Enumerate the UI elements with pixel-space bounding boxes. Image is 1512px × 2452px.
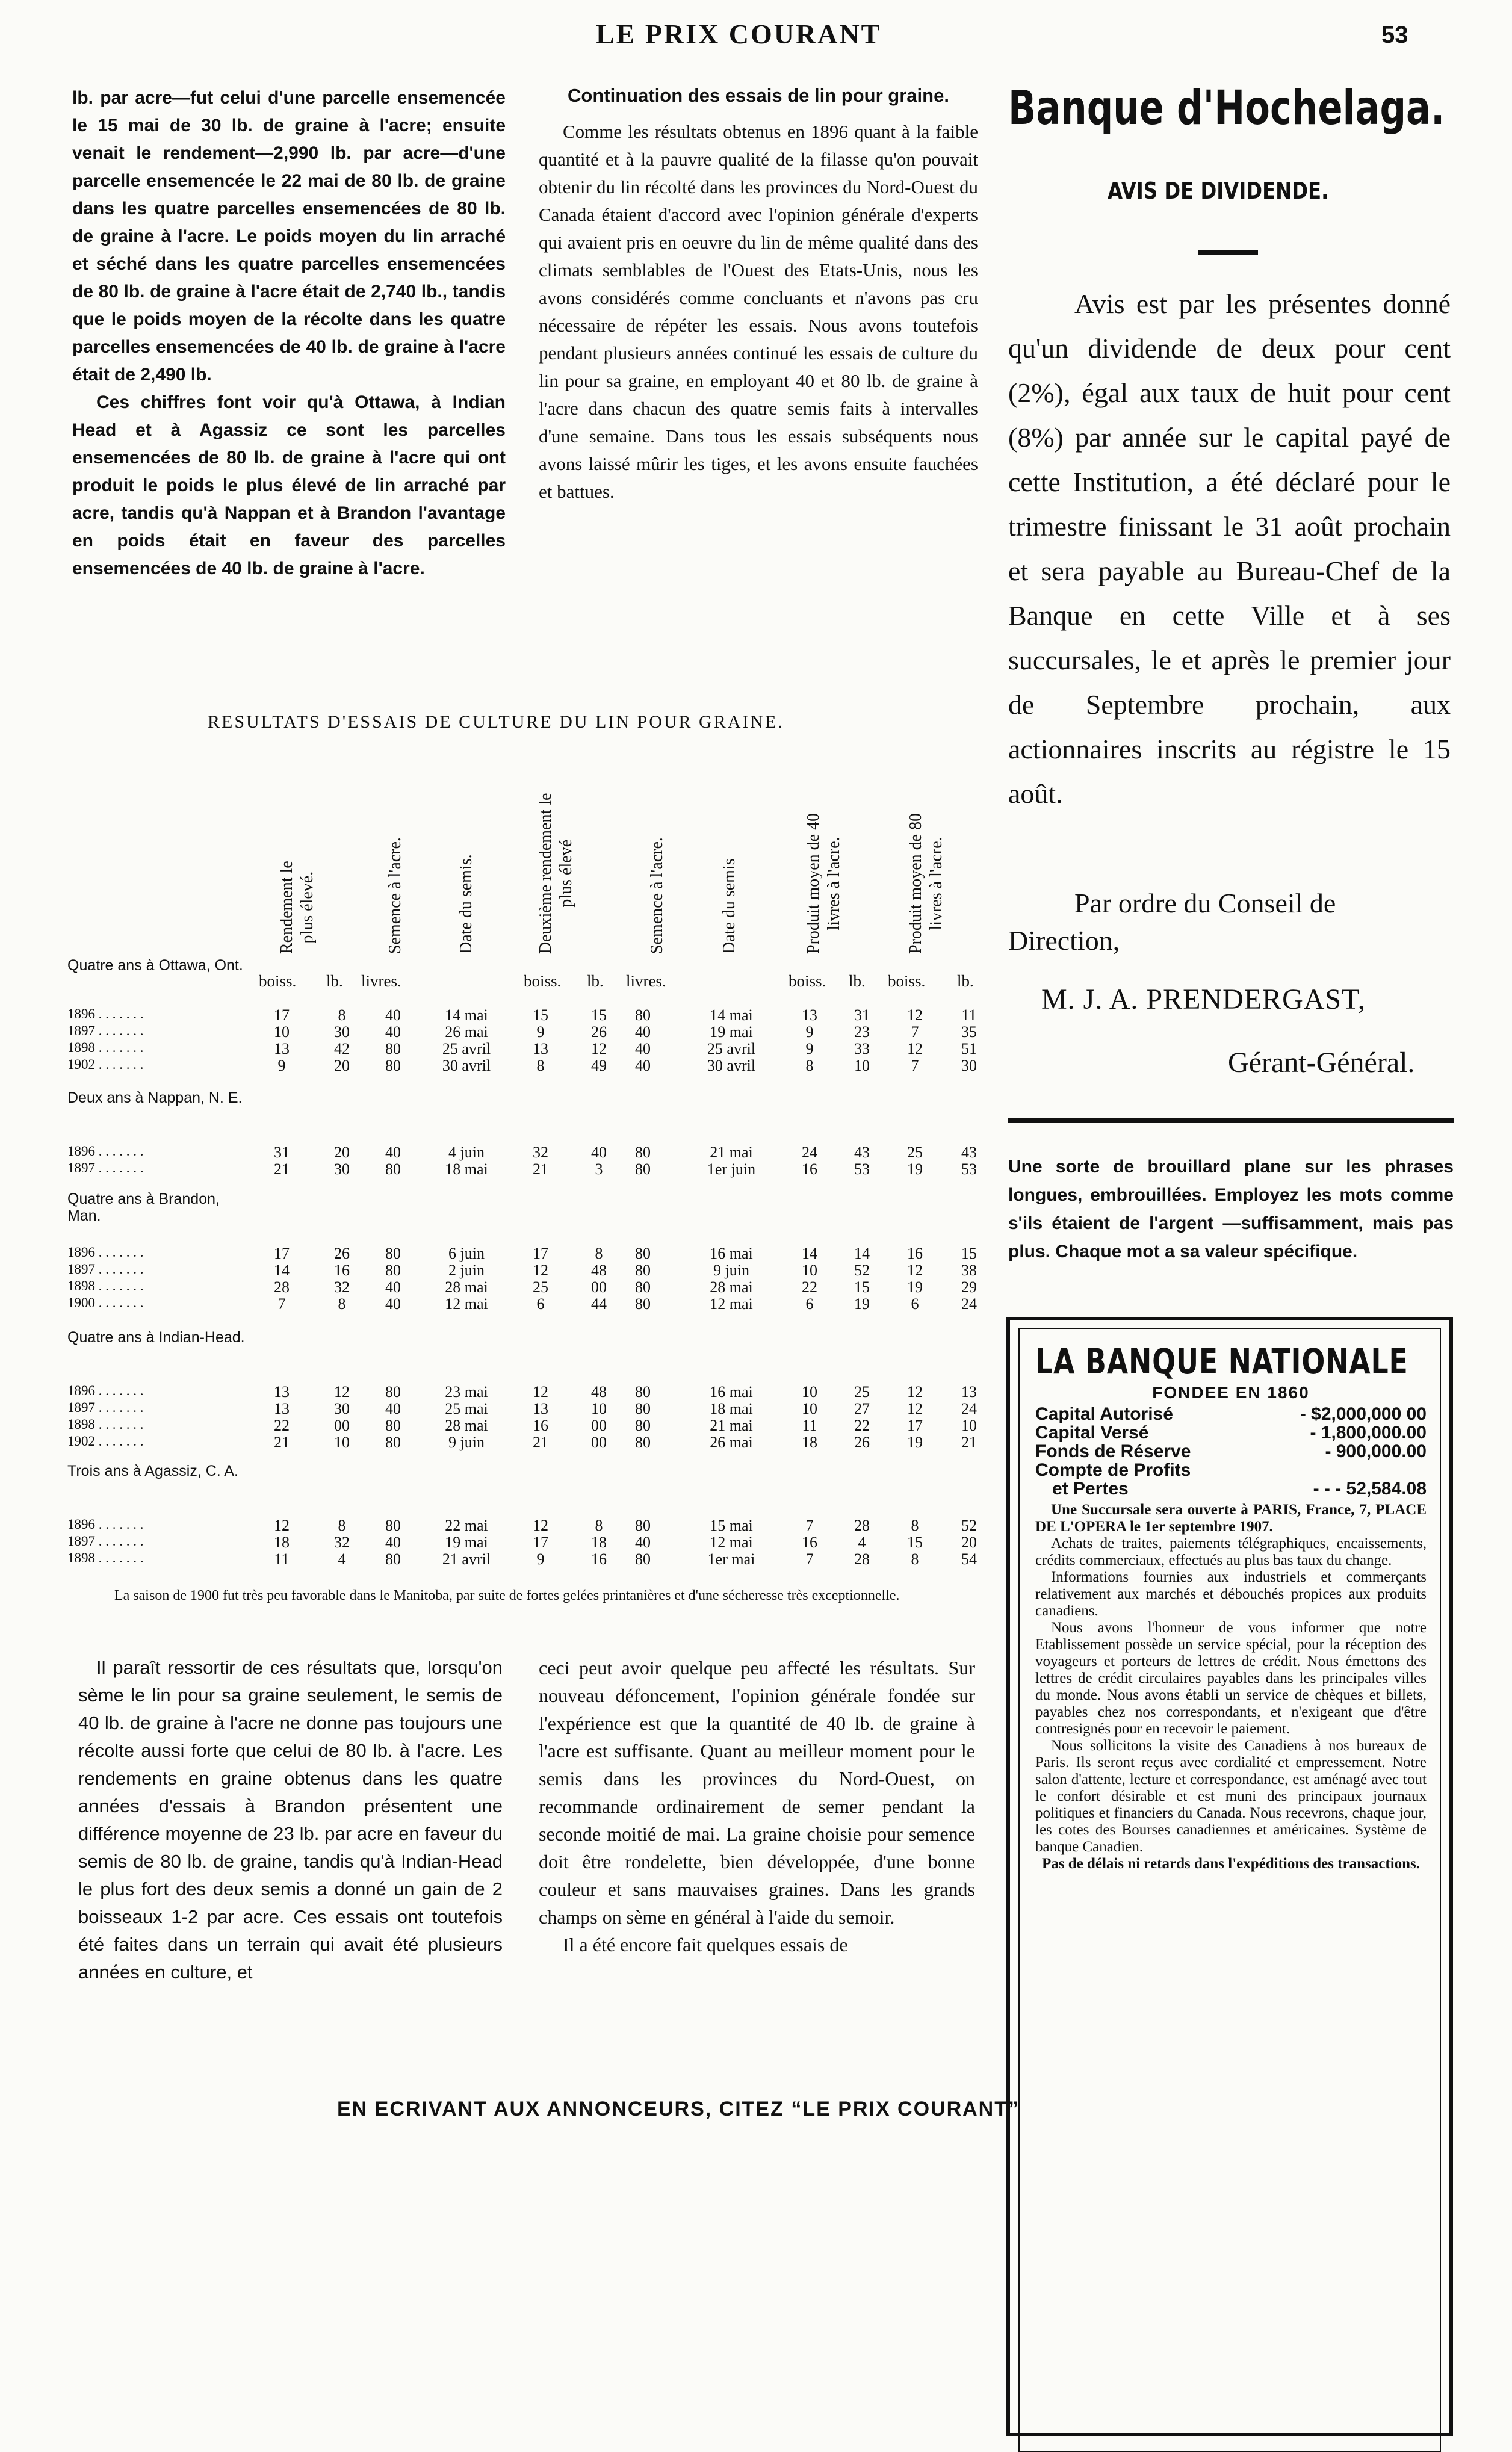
table-cell: 7	[805, 1517, 814, 1534]
order-text: Par ordre du Conseil de Direction,	[1008, 888, 1336, 956]
table-cell: 16 mai	[710, 1383, 753, 1401]
table-cell: 25 avril	[707, 1040, 756, 1057]
table-cell: 27	[854, 1400, 870, 1417]
table-cell: 25 avril	[442, 1040, 491, 1057]
table-cell: 80	[385, 1245, 401, 1262]
unit-label: lb.	[587, 972, 604, 990]
table-cell: 4	[338, 1550, 346, 1568]
table-cell: 80	[635, 1383, 651, 1401]
table-cell: 20	[961, 1534, 977, 1551]
table-cell: 12	[907, 1383, 923, 1401]
paragraph: ceci peut avoir quelque peu affecté les résultats. Sur nouveau défoncement, l'opinion générale fondée sur l'expérience est que la quantité de 40 lb. de graine à l'acre est suffisante. Quant au meilleur moment pour le semis dans les provinces du Nord-Ouest, on recommande ordinairement de semer pendant la seconde moitié de mai. La graine choisie pour semence doit être rondelette, bien développée, d'une bonne couleur et sans mauvaises graines. Dans les grands champs on sème en général à l'aide du semoir.	[539, 1657, 975, 1928]
ad-paragraph: Nous sollicitons la visite des Canadiens à nos bureaux de Paris. Ils seront reçus avec cordialité et empressement. Notre salon d'attente, lecture et correspondance, est aménagé avec tout le confort désirable et est muni des principaux journaux politiques et financiers du Canada. Nous recevrons, chaque jour, les cotes des Bourses canadiennes et américaines. Système de banque Canadien.	[1035, 1738, 1427, 1855]
table-cell: 12	[274, 1517, 290, 1534]
table-cell: 18	[274, 1534, 290, 1551]
table-cell: 80	[635, 1245, 651, 1262]
divider	[1008, 1118, 1454, 1123]
table-cell: 19 mai	[710, 1023, 753, 1041]
column-header: Semence à l'acre.	[648, 837, 666, 954]
ad-paragraph: Informations fournies aux industriels et commerçants relativement aux marchés et débouchés propices aux produits canadiens.	[1035, 1569, 1427, 1619]
table-cell: 30	[334, 1023, 350, 1041]
table-cell: 21	[533, 1160, 548, 1178]
table-cell: 8	[805, 1057, 814, 1074]
table-cell: 80	[635, 1278, 651, 1296]
table-cell: 19	[907, 1278, 923, 1296]
article-column-1	[72, 84, 506, 583]
page-header	[0, 18, 1512, 66]
table-cell: 9	[277, 1057, 286, 1074]
table-cell: 10	[854, 1057, 870, 1074]
table-cell: 10	[334, 1434, 350, 1451]
table-cell: 3	[595, 1160, 603, 1178]
section-heading: Continuation des essais de lin pour graine.	[568, 85, 949, 106]
table-cell: 80	[385, 1262, 401, 1279]
table-cell: 80	[385, 1417, 401, 1434]
capital-label: Compte de Profits	[1035, 1460, 1191, 1480]
table-cell: 22	[274, 1417, 290, 1434]
table-cell: 10	[802, 1262, 817, 1279]
station-label: Deux ans à Nappan, N. E.	[67, 1089, 243, 1106]
table-cell: 31	[854, 1006, 870, 1024]
table-cell: 7	[911, 1057, 919, 1074]
row-year: 1898 . . . . . . .	[67, 1550, 144, 1565]
dividend-notice	[1008, 282, 1451, 816]
journal-title: LE PRIX COURANT	[596, 19, 882, 49]
table-cell: 12 mai	[710, 1295, 753, 1313]
table-cell: 43	[854, 1144, 870, 1161]
article-column-lower-left	[78, 1654, 503, 1986]
table-cell: 9	[805, 1040, 814, 1057]
table-cell: 20	[334, 1144, 350, 1161]
table-cell: 14 mai	[445, 1006, 488, 1024]
table-cell: 54	[961, 1550, 977, 1568]
station-label: Quatre ans à Indian-Head.	[67, 1329, 245, 1346]
ad-title: LA BANQUE NATIONALE	[1035, 1341, 1408, 1382]
table-cell: 42	[334, 1040, 350, 1057]
capital-label: Capital Versé	[1035, 1423, 1149, 1443]
column-header: Produit moyen de 40 livres à l'acre.	[804, 813, 843, 954]
table-cell: 00	[591, 1434, 607, 1451]
table-cell: 16	[334, 1262, 350, 1279]
table-cell: 25	[907, 1144, 923, 1161]
table-cell: 25 mai	[445, 1400, 488, 1417]
table-cell: 6	[805, 1295, 814, 1313]
table-cell: 12	[533, 1517, 548, 1534]
table-cell: 4 juin	[448, 1144, 485, 1161]
column-header: Semence à l'acre.	[386, 837, 404, 954]
table-cell: 13	[961, 1383, 977, 1401]
order-line	[1008, 885, 1451, 959]
table-cell: 80	[635, 1550, 651, 1568]
table-cell: 6	[911, 1295, 919, 1313]
table-cell: 9	[536, 1550, 545, 1568]
table-cell: 11	[961, 1006, 977, 1024]
row-year: 1902 . . . . . . .	[67, 1434, 144, 1449]
ad-subtitle: AVIS DE DIVIDENDE.	[1108, 178, 1329, 204]
table-cell: 26 mai	[445, 1023, 488, 1041]
unit-label: livres.	[626, 972, 666, 990]
ad-paragraph: Une Succursale sera ouverte à PARIS, France, 7, PLACE DE L'OPERA le 1er septembre 1907.	[1035, 1502, 1427, 1535]
table-cell: 18 mai	[445, 1160, 488, 1178]
table-cell: 31	[274, 1144, 290, 1161]
unit-label: boiss.	[259, 972, 297, 990]
table-cell: 19	[907, 1160, 923, 1178]
table-cell: 23	[854, 1023, 870, 1041]
paragraph: Il paraît ressortir de ces résultats que, lorsqu'on sème le lin pour sa graine seulement, le semis de 40 lb. de graine à l'acre ne donne pas toujours une récolte aussi forte que celui de 80 lb. à l'acre. Les rendements en graine obtenus dans les quatre années d'essais à Brandon présentent une différence moyenne de 23 lb. par acre en faveur du semis de 80 lb. de graine, tandis qu'à Indian-Head le plus fort des deux semis a donné un gain de 2 boisseaux 1-2 par acre. Ces essais ont toutefois été faites dans un terrain qui avait été plusieurs années en culture, et	[78, 1657, 503, 1983]
row-year: 1896 . . . . . . .	[67, 1517, 144, 1532]
capital-value: - - - 52,584.08	[1313, 1479, 1427, 1499]
table-cell: 8	[911, 1517, 919, 1534]
table-cell: 35	[961, 1023, 977, 1041]
page-footer: EN ECRIVANT AUX ANNONCEURS, CITEZ “LE PRIX COURANT”	[337, 2098, 1020, 2120]
table-cell: 12	[907, 1400, 923, 1417]
table-cell: 80	[635, 1160, 651, 1178]
table-cell: 40	[635, 1040, 651, 1057]
row-year: 1898 . . . . . . .	[67, 1278, 144, 1293]
table-cell: 21	[274, 1160, 290, 1178]
table-cell: 24	[802, 1144, 817, 1161]
capital-row	[1035, 1405, 1427, 1423]
founded-line: FONDEE EN 1860	[1152, 1383, 1310, 1402]
ad-paragraph: Nous avons l'honneur de vous informer que notre Etablissement possède un service spécial, pour la réception des voyageurs et porteurs de lettres de crédit. Nous émettons des lettres de crédit circulaires payables dans les principales villes du monde. Nous avons établi un service de chèques et billets, payables chez nos correspondants, et n'exigeant que d'être contresignés pour en recevoir le paiement.	[1035, 1620, 1427, 1737]
column-header: Produit moyen de 80 livres à l'acre.	[906, 813, 946, 954]
table-cell: 13	[533, 1400, 548, 1417]
row-year: 1896 . . . . . . .	[67, 1245, 144, 1260]
table-cell: 40	[385, 1144, 401, 1161]
table-cell: 40	[591, 1144, 607, 1161]
table-cell: 17	[274, 1006, 290, 1024]
row-year: 1897 . . . . . . .	[67, 1160, 144, 1175]
table-cell: 7	[805, 1550, 814, 1568]
capital-row	[1035, 1479, 1427, 1498]
table-cell: 80	[635, 1295, 651, 1313]
table-cell: 10	[274, 1023, 290, 1041]
row-year: 1897 . . . . . . .	[67, 1262, 144, 1277]
article-column-2	[539, 84, 978, 506]
table-cell: 40	[385, 1400, 401, 1417]
table-cell: 6	[536, 1295, 545, 1313]
row-year: 1896 . . . . . . .	[67, 1006, 144, 1021]
unit-label: lb.	[957, 972, 974, 990]
filler-maxim: Une sorte de brouillard plane sur les phrases longues, embrouillées. Employez les mots comme s'ils étaient de l'argent —suffisamment, mais pas plus. Chaque mot a sa valeur spécifique.	[1008, 1157, 1454, 1262]
table-cell: 48	[591, 1383, 607, 1401]
table-cell: 40	[635, 1534, 651, 1551]
table-cell: 13	[802, 1006, 817, 1024]
capital-label: Fonds de Réserve	[1035, 1441, 1191, 1461]
capital-row	[1035, 1461, 1427, 1479]
table-cell: 1er juin	[707, 1160, 756, 1178]
table-cell: 12 mai	[445, 1295, 488, 1313]
table-cell: 17	[907, 1417, 923, 1434]
table-cell: 38	[961, 1262, 977, 1279]
capital-value: - 1,800,000.00	[1310, 1423, 1427, 1443]
table-cell: 17	[533, 1245, 548, 1262]
table-cell: 10	[591, 1400, 607, 1417]
table-cell: 21 avril	[442, 1550, 491, 1568]
table-cell: 24	[961, 1400, 977, 1417]
table-cell: 18	[591, 1534, 607, 1551]
table-cell: 24	[961, 1295, 977, 1313]
unit-label: boiss.	[524, 972, 562, 990]
signature-role: Gérant-Général.	[1228, 1047, 1415, 1079]
table-cell: 26 mai	[710, 1434, 753, 1451]
table-cell: 40	[385, 1278, 401, 1296]
unit-label: lb.	[326, 972, 343, 990]
table-cell: 32	[334, 1278, 350, 1296]
table-cell: 12	[907, 1006, 923, 1024]
table-cell: 12	[591, 1040, 607, 1057]
row-year: 1900 . . . . . . .	[67, 1295, 144, 1310]
table-cell: 00	[591, 1278, 607, 1296]
table-cell: 14	[854, 1245, 870, 1262]
table-cell: 28 mai	[445, 1278, 488, 1296]
table-cell: 21 mai	[710, 1417, 753, 1434]
table-cell: 8	[338, 1295, 346, 1313]
capital-value: - $2,000,000 00	[1300, 1404, 1427, 1424]
table-cell: 9	[805, 1023, 814, 1041]
table-cell: 18 mai	[710, 1400, 753, 1417]
column-header: Date du semis.	[457, 854, 476, 954]
ad-paragraph: Pas de délais ni retards dans l'expéditions des transactions.	[1041, 1856, 1421, 1872]
table-cell: 40	[385, 1006, 401, 1024]
table-cell: 13	[533, 1040, 548, 1057]
table-cell: 21	[274, 1434, 290, 1451]
table-cell: 16	[591, 1550, 607, 1568]
table-cell: 12	[907, 1262, 923, 1279]
capital-value: - 900,000.00	[1325, 1441, 1427, 1461]
table-cell: 32	[533, 1144, 548, 1161]
table-cell: 15	[961, 1245, 977, 1262]
table-cell: 52	[961, 1517, 977, 1534]
ad-body	[1035, 1502, 1427, 1872]
table-cell: 28 mai	[445, 1417, 488, 1434]
table-cell: 28	[274, 1278, 290, 1296]
table-cell: 2 juin	[448, 1262, 485, 1279]
unit-label: boiss.	[888, 972, 926, 990]
table-cell: 15	[854, 1278, 870, 1296]
capital-label: et Pertes	[1052, 1479, 1129, 1499]
table-cell: 13	[274, 1040, 290, 1057]
row-year: 1897 . . . . . . .	[67, 1023, 144, 1038]
table-cell: 80	[635, 1517, 651, 1534]
table-cell: 9 juin	[448, 1434, 485, 1451]
capital-row	[1035, 1442, 1427, 1461]
table-cell: 12 mai	[710, 1534, 753, 1551]
table-cell: 40	[385, 1534, 401, 1551]
paragraph: lb. par acre—fut celui d'une parcelle ensemencée le 15 mai de 30 lb. de graine à l'acre; ensuite venait le rendement—2,990 lb. par acre—d'une parcelle ensemencée le 22 mai de 80 lb. de graine dans les quatre parcelles ensemencées de 80 lb. de graine à l'acre. Le poids moyen du lin arraché et séché dans les quatre parcelles ensemencées de 80 lb. de graine à l'acre était de 2,740 lb., tandis que le poids moyen de la récolte dans les quatre parcelles ensemencées de 40 lb. de graine à l'acre était de 2,490 lb.	[72, 88, 506, 385]
table-cell: 8	[536, 1057, 545, 1074]
table-cell: 1er mai	[707, 1550, 755, 1568]
column-header: Rendement le plus élevé.	[277, 861, 317, 954]
table-cell: 8	[338, 1517, 346, 1534]
table-cell: 15 mai	[710, 1517, 753, 1534]
row-year: 1898 . . . . . . .	[67, 1417, 144, 1432]
table-cell: 9	[536, 1023, 545, 1041]
table-cell: 19	[854, 1295, 870, 1313]
table-cell: 20	[334, 1057, 350, 1074]
table-cell: 21 mai	[710, 1144, 753, 1161]
table-cell: 15	[533, 1006, 548, 1024]
paragraph: Il a été encore fait quelques essais de	[563, 1934, 848, 1955]
table-cell: 18	[802, 1434, 817, 1451]
ad-banque-nationale	[1035, 1341, 1427, 1872]
paragraph: Ces chiffres font voir qu'à Ottawa, à Indian Head et à Agassiz ce sont les parcelles ensemencées de 80 lb. de graine à l'acre qui ont produit le poids le plus élevé de lin arraché par acre, tandis qu'à Nappan et à Brandon l'avantage en poids était en faveur des parcelles ensemencées de 40 lb. de graine à l'acre.	[72, 392, 506, 578]
table-cell: 16	[802, 1160, 817, 1178]
table-cell: 26	[334, 1245, 350, 1262]
column-header: Deuxième rendement le plus élevé	[536, 793, 575, 954]
table-cell: 00	[591, 1417, 607, 1434]
page-number: 53	[1381, 22, 1408, 48]
row-year: 1898 . . . . . . .	[67, 1040, 144, 1055]
table-cell: 16 mai	[710, 1245, 753, 1262]
table-cell: 15	[907, 1534, 923, 1551]
table-cell: 80	[385, 1517, 401, 1534]
table-cell: 30 avril	[707, 1057, 756, 1074]
table-cell: 53	[961, 1160, 977, 1178]
table-cell: 17	[274, 1245, 290, 1262]
table-cell: 12	[533, 1262, 548, 1279]
table-cell: 48	[591, 1262, 607, 1279]
table-cell: 22	[854, 1417, 870, 1434]
table-cell: 19	[907, 1434, 923, 1451]
table-cell: 26	[854, 1434, 870, 1451]
table-cell: 80	[635, 1144, 651, 1161]
row-year: 1897 . . . . . . .	[67, 1400, 144, 1415]
table-cell: 30	[961, 1057, 977, 1074]
station-label: Quatre ans à Ottawa, Ont.	[67, 957, 243, 974]
table-cell: 30	[334, 1160, 350, 1178]
table-cell: 80	[635, 1262, 651, 1279]
table-cell: 11	[802, 1417, 817, 1434]
paragraph: Comme les résultats obtenus en 1896 quant à la faible quantité et à la pauvre qualité de la filasse qu'on pouvait obtenir du lin récolté dans les provinces du Nord-Ouest du Canada étaient d'accord avec l'opinion générale d'experts qui avaient pris en oeuvre du lin de même qualité dans des climats semblables de l'Ouest des Etats-Unis, nous les avons considérés comme concluants et n'avons pas cru nécessaire de répéter les essais. Nous avons toutefois pendant plusieurs années continué les essais de culture du lin pour sa graine, en employant 40 et 80 lb. de graine à l'acre dans chacun des quatre semis faits à intervalles d'une semaine. Dans tous les essais subséquents nous avons laissé mûrir les tiges, et les avons ensuite fauchées et battues.	[539, 121, 978, 502]
table-cell: 80	[385, 1550, 401, 1568]
table-cell: 23 mai	[445, 1383, 488, 1401]
unit-label: livres.	[361, 972, 401, 990]
row-year: 1896 . . . . . . .	[67, 1144, 144, 1159]
table-cell: 40	[635, 1057, 651, 1074]
unit-label: lb.	[849, 972, 866, 990]
table-cell: 40	[635, 1023, 651, 1041]
table-cell: 10	[802, 1383, 817, 1401]
table-cell: 6 juin	[448, 1245, 485, 1262]
article-column-lower-right	[539, 1654, 975, 1958]
table-cell: 14	[274, 1262, 290, 1279]
notice-text: Avis est par les présentes donné qu'un dividende de deux pour cent (2%), égal aux taux de huit pour cent (8%) par année sur le capital payé de cette Institution, a été déclaré pour le trimestre finissant le 31 août prochain et sera payable au Bureau-Chef de la Banque en cette Ville et à ses succursales, le et après le premier jour de Septembre prochain, aux actionnaires inscrits au régistre le 15 août.	[1008, 288, 1451, 809]
table-cell: 80	[635, 1006, 651, 1024]
capital-list	[1035, 1405, 1427, 1498]
table-cell: 15	[591, 1006, 607, 1024]
table-cell: 80	[385, 1057, 401, 1074]
table-cell: 28 mai	[710, 1278, 753, 1296]
table-cell: 32	[334, 1534, 350, 1551]
table-cell: 80	[385, 1160, 401, 1178]
table-cell: 25	[854, 1383, 870, 1401]
table-cell: 30	[334, 1400, 350, 1417]
table-cell: 11	[274, 1550, 290, 1568]
table-cell: 8	[595, 1517, 603, 1534]
table-cell: 17	[533, 1534, 548, 1551]
table-cell: 10	[802, 1400, 817, 1417]
table-cell: 53	[854, 1160, 870, 1178]
table-cell: 80	[385, 1434, 401, 1451]
table-cell: 8	[595, 1245, 603, 1262]
signature-name: M. J. A. PRENDERGAST,	[1041, 983, 1366, 1015]
capital-label: Capital Autorisé	[1035, 1404, 1173, 1424]
capital-row	[1035, 1423, 1427, 1442]
table-cell: 80	[385, 1383, 401, 1401]
table-cell: 49	[591, 1057, 607, 1074]
table-cell: 7	[277, 1295, 286, 1313]
table-cell: 40	[385, 1023, 401, 1041]
table-cell: 19 mai	[445, 1534, 488, 1551]
table-cell: 51	[961, 1040, 977, 1057]
table-cell: 25	[533, 1278, 548, 1296]
table-cell: 8	[338, 1006, 346, 1024]
row-year: 1902 . . . . . . .	[67, 1057, 144, 1072]
table-cell: 12	[334, 1383, 350, 1401]
table-cell: 52	[854, 1262, 870, 1279]
table-cell: 16	[907, 1245, 923, 1262]
table-cell: 7	[911, 1023, 919, 1041]
table-cell: 33	[854, 1040, 870, 1057]
table-title: RESULTATS D'ESSAIS DE CULTURE DU LIN POUR GRAINE.	[208, 712, 784, 732]
row-year: 1897 . . . . . . .	[67, 1534, 144, 1549]
ad-title-hochelaga: Banque d'Hochelaga.	[1008, 81, 1445, 135]
table-cell: 28	[854, 1550, 870, 1568]
table-cell: 21	[961, 1434, 977, 1451]
table-cell: 14 mai	[710, 1006, 753, 1024]
table-cell: 12	[907, 1040, 923, 1057]
table-cell: 16	[802, 1534, 817, 1551]
table-cell: 43	[961, 1144, 977, 1161]
table-cell: 13	[274, 1383, 290, 1401]
table-cell: 22 mai	[445, 1517, 488, 1534]
table-cell: 29	[961, 1278, 977, 1296]
table-cell: 12	[533, 1383, 548, 1401]
table-cell: 10	[961, 1417, 977, 1434]
table-cell: 8	[911, 1550, 919, 1568]
table-cell: 28	[854, 1517, 870, 1534]
station-label: Trois ans à Agassiz, C. A.	[67, 1463, 238, 1479]
table-cell: 22	[802, 1278, 817, 1296]
divider	[1198, 250, 1258, 255]
column-header: Date du semis	[720, 858, 739, 954]
table-cell: 80	[635, 1417, 651, 1434]
table-cell: 80	[635, 1400, 651, 1417]
table-cell: 9 juin	[713, 1262, 749, 1279]
table-cell: 40	[385, 1295, 401, 1313]
table-cell: 80	[385, 1040, 401, 1057]
ad-paragraph: Achats de traites, paiements télégraphiques, encaissements, crédits commerciaux, effectués au plus bas taux du change.	[1035, 1535, 1427, 1568]
table-cell: 30 avril	[442, 1057, 491, 1074]
table-cell: 13	[274, 1400, 290, 1417]
table-footnote: La saison de 1900 fut très peu favorable dans le Manitoba, par suite de fortes gelées printanières et d'une sécheresse très exceptionnelle.	[114, 1588, 900, 1603]
table-cell: 4	[858, 1534, 866, 1551]
row-year: 1896 . . . . . . .	[67, 1383, 144, 1398]
table-cell: 16	[533, 1417, 548, 1434]
table-cell: 44	[591, 1295, 607, 1313]
unit-label: boiss.	[789, 972, 826, 990]
table-cell: 14	[802, 1245, 817, 1262]
station-label: Quatre ans à Brandon, Man.	[67, 1190, 220, 1224]
table-cell: 80	[635, 1434, 651, 1451]
table-cell: 26	[591, 1023, 607, 1041]
table-cell: 21	[533, 1434, 548, 1451]
table-cell: 00	[334, 1417, 350, 1434]
